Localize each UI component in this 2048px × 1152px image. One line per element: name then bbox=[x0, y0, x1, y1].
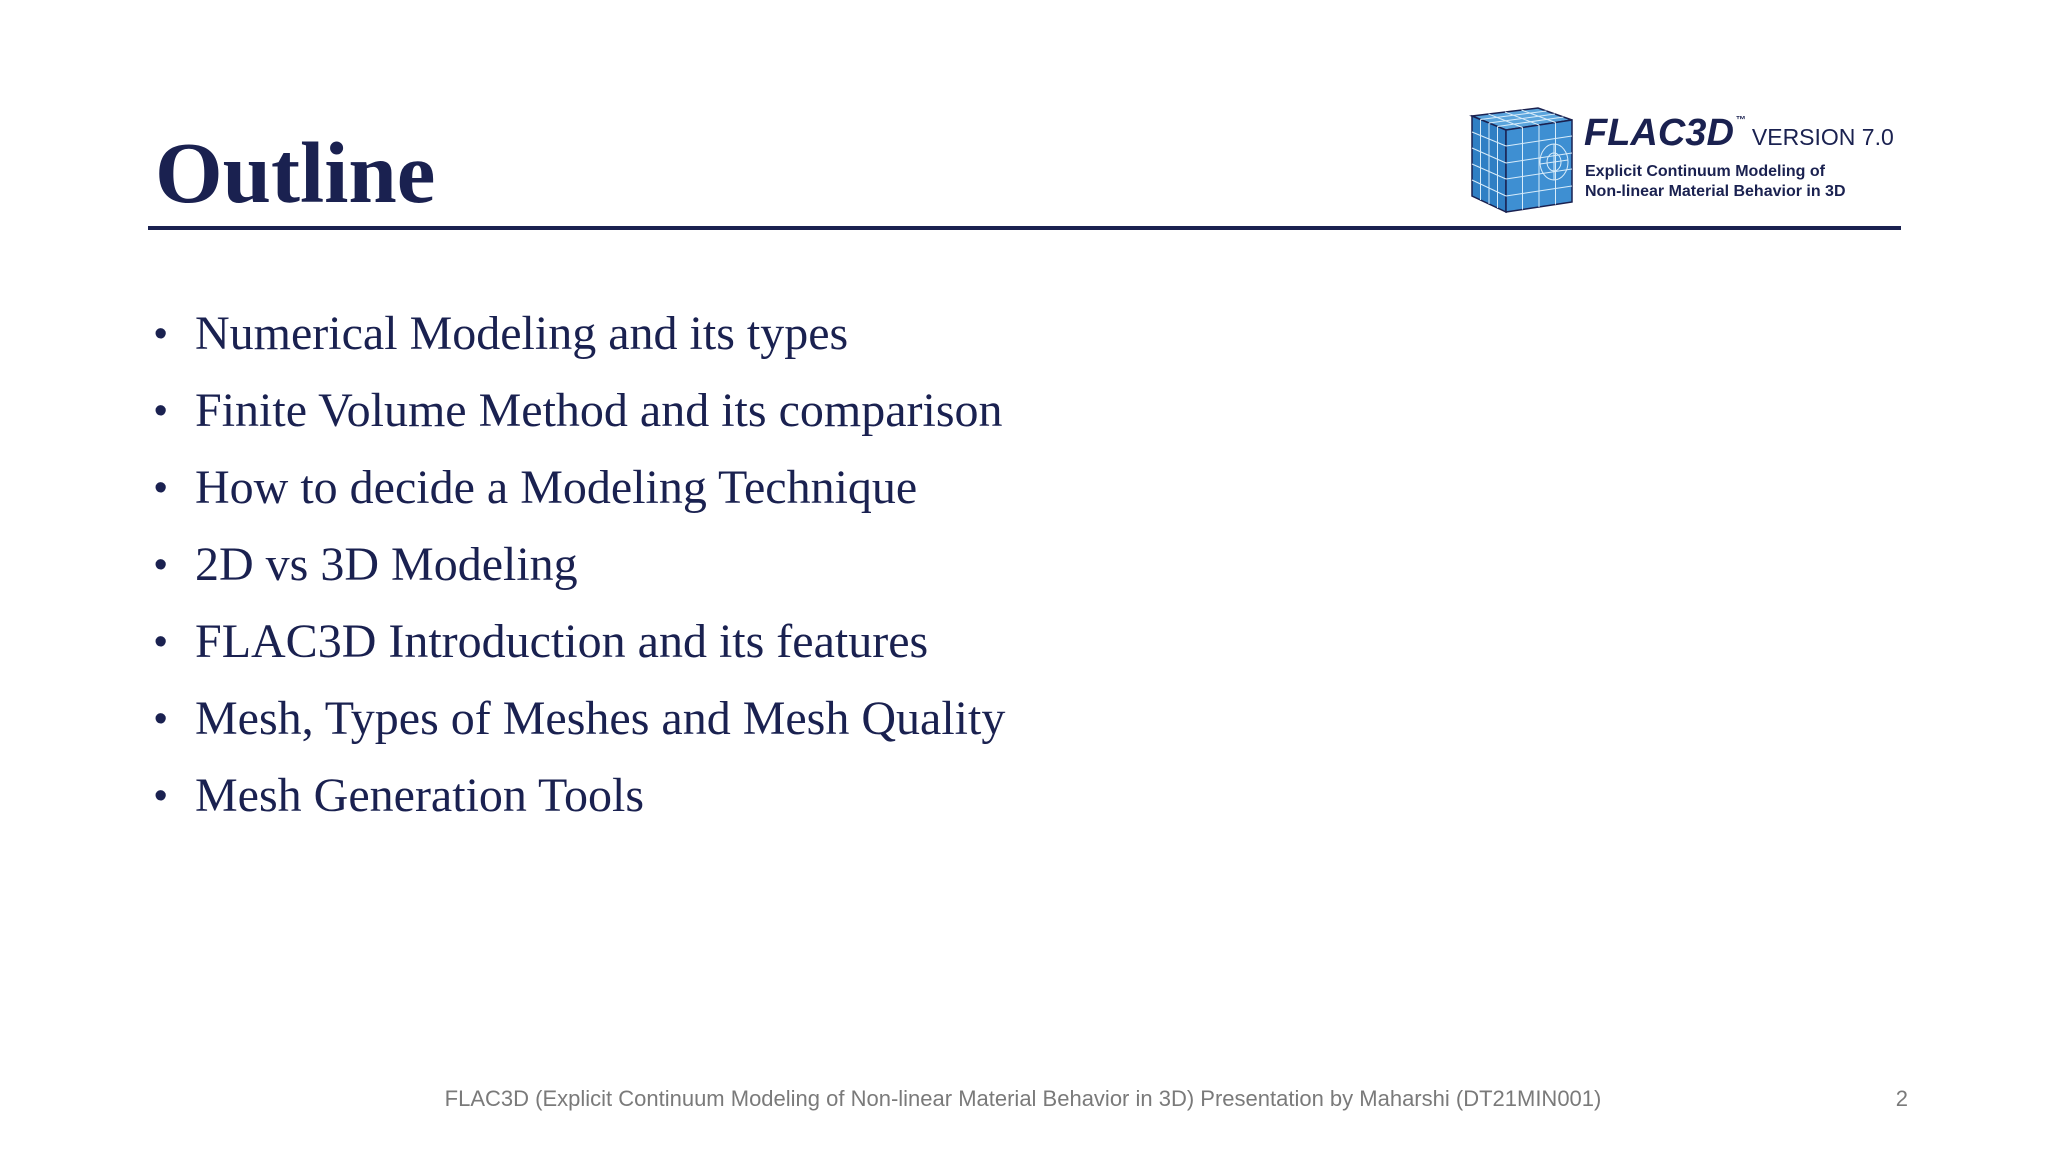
slide-title: Outline bbox=[155, 124, 436, 221]
list-item-text: Mesh Generation Tools bbox=[195, 769, 645, 822]
list-item-text: Finite Volume Method and its comparison bbox=[195, 384, 1003, 437]
mesh-cube-icon bbox=[1468, 106, 1576, 214]
page-number: 2 bbox=[1895, 1086, 1908, 1111]
list-item-text: Mesh, Types of Meshes and Mesh Quality bbox=[195, 692, 1006, 745]
bullet-icon: • bbox=[154, 390, 168, 432]
bullet-icon: • bbox=[154, 544, 168, 586]
bullet-icon: • bbox=[154, 313, 168, 355]
bullet-icon: • bbox=[154, 621, 168, 663]
title-divider bbox=[148, 226, 1901, 230]
slide-footer: FLAC3D (Explicit Continuum Modeling of Non-linear Material Behavior in 3D) Presentation by Maharshi (DT21MIN001) bbox=[444, 1086, 1602, 1111]
bullet-icon: • bbox=[154, 467, 168, 509]
logo-product-name: FLAC3D bbox=[1584, 112, 1734, 154]
bullet-icon: • bbox=[154, 698, 168, 740]
logo-version: VERSION 7.0 bbox=[1751, 124, 1894, 150]
logo-trademark: ™ bbox=[1735, 115, 1746, 126]
list-item-text: FLAC3D Introduction and its features bbox=[195, 615, 929, 668]
logo-subtitle-line-2: Non-linear Material Behavior in 3D bbox=[1585, 183, 1846, 200]
logo-subtitle-line-1: Explicit Continuum Modeling of bbox=[1585, 163, 1825, 180]
logo-name bbox=[1584, 112, 1894, 156]
list-item-text: 2D vs 3D Modeling bbox=[195, 538, 578, 591]
bullet-icon: • bbox=[154, 775, 168, 817]
flac3d-logo bbox=[1468, 106, 1908, 216]
list-item-text: Numerical Modeling and its types bbox=[195, 307, 849, 360]
list-item-text: How to decide a Modeling Technique bbox=[195, 461, 918, 514]
